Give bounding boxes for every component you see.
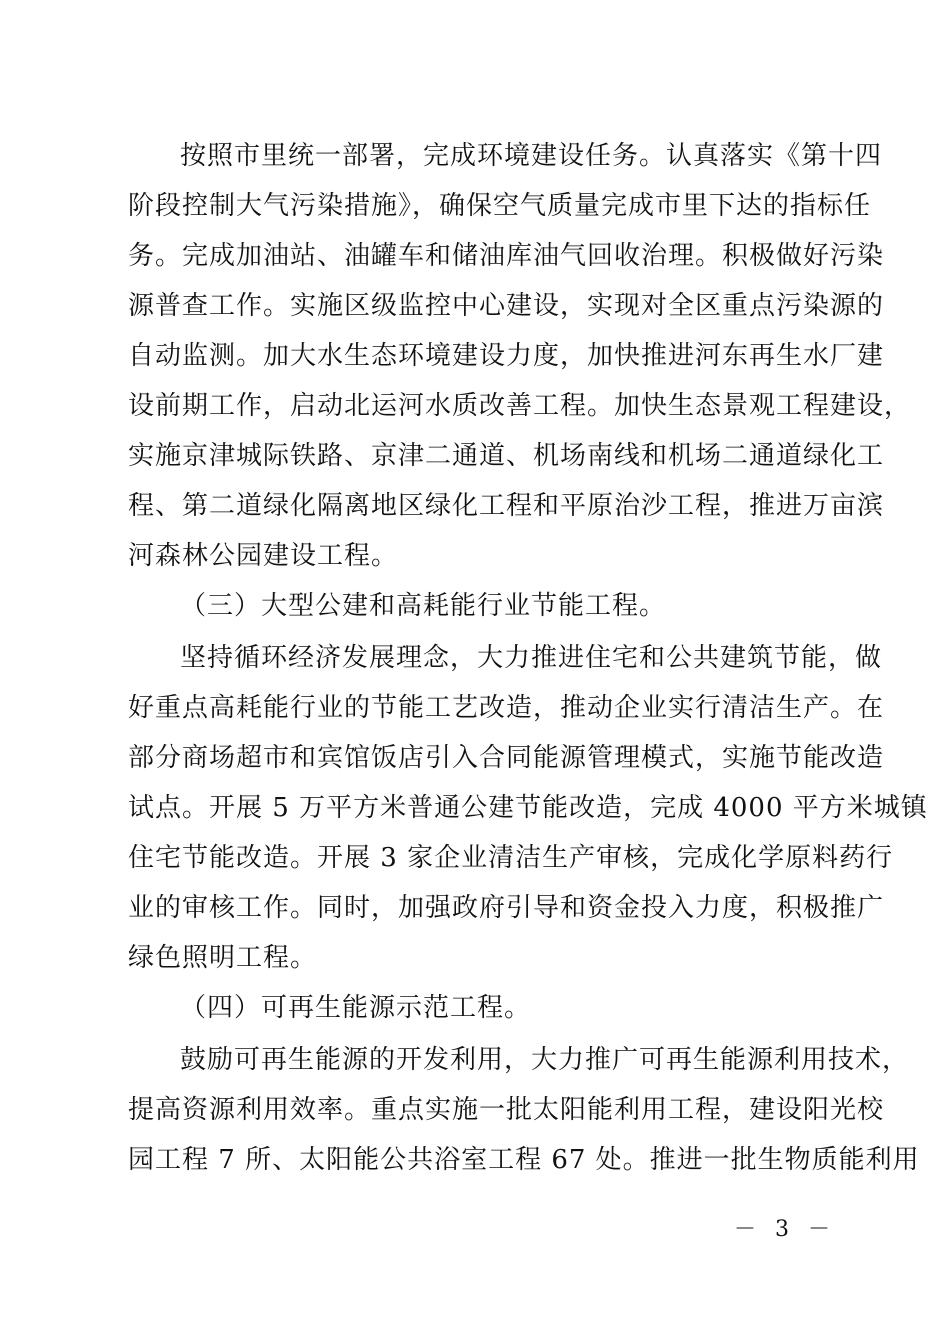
paragraph-line: 设前期工作，启动北运河水质改善工程。加快生态景观工程建设， xyxy=(128,391,912,421)
paragraph-line: 鼓励可再生能源的开发利用，大力推广可再生能源利用技术， xyxy=(180,1045,910,1075)
paragraph-line: 阶段控制大气污染措施》，确保空气质量完成市里下达的指标任 xyxy=(128,191,872,221)
paragraph-line: 河森林公园建设工程。 xyxy=(128,541,399,571)
paragraph-line: 好重点高耗能行业的节能工艺改造，推动企业实行清洁生产。在 xyxy=(128,693,885,723)
paragraph-line: 绿色照明工程。 xyxy=(128,943,318,973)
paragraph-line: 试点。开展 5 万平方米普通公建节能改造，完成 4000 平方米城镇 xyxy=(128,793,928,823)
paragraph-line: 源普查工作。实施区级监控中心建设，实现对全区重点污染源的 xyxy=(128,291,885,321)
paragraph-line: 程、第二道绿化隔离地区绿化工程和平原治沙工程，推进万亩滨 xyxy=(128,491,885,521)
paragraph-line: 业的审核工作。同时，加强政府引导和资金投入力度，积极推广 xyxy=(128,893,885,923)
paragraph-line: 务。完成加油站、油罐车和储油库油气回收治理。积极做好污染 xyxy=(128,241,885,271)
section-heading: （四）可再生能源示范工程。 xyxy=(180,993,532,1023)
paragraph-line: 按照市里统一部署，完成环境建设任务。认真落实《第十四 xyxy=(180,141,883,171)
paragraph-line: 提高资源利用效率。重点实施一批太阳能利用工程，建设阳光校 xyxy=(128,1095,885,1125)
section-heading: （三）大型公建和高耗能行业节能工程。 xyxy=(180,591,667,621)
paragraph-line: 园工程 7 所、太阳能公共浴室工程 67 处。推进一批生物质能利用 xyxy=(128,1145,920,1175)
paragraph-line: 坚持循环经济发展理念，大力推进住宅和公共建筑节能，做 xyxy=(180,643,883,673)
paragraph-line: 自动监测。加大水生态环境建设力度，加快推进河东再生水厂建 xyxy=(128,341,885,371)
page-number: － 3 － xyxy=(734,1217,836,1242)
paragraph-line: 部分商场超市和宾馆饭店引入合同能源管理模式，实施节能改造 xyxy=(128,743,885,773)
paragraph-line: 住宅节能改造。开展 3 家企业清洁生产审核，完成化学原料药行 xyxy=(128,843,894,873)
paragraph-line: 实施京津城际铁路、京津二通道、机场南线和机场二通道绿化工 xyxy=(128,441,885,471)
